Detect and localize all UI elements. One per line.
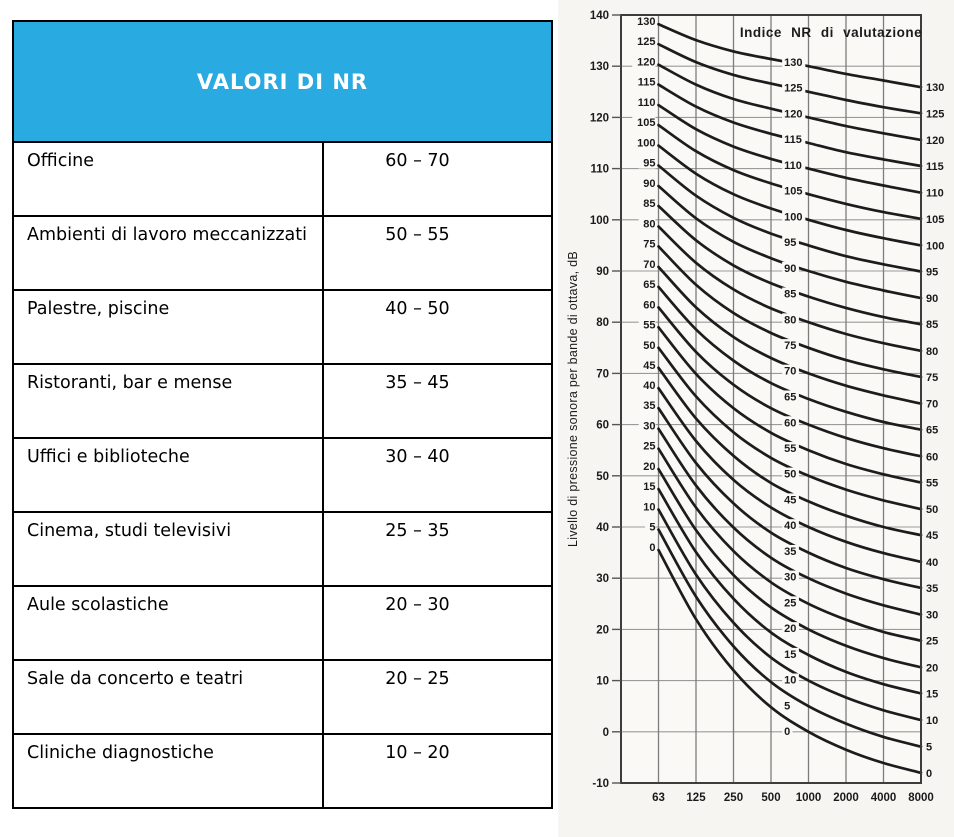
svg-text:80: 80: [926, 345, 939, 358]
svg-text:0: 0: [784, 726, 791, 739]
svg-text:125: 125: [686, 792, 706, 804]
svg-text:105: 105: [926, 213, 945, 226]
svg-text:5: 5: [784, 700, 791, 713]
svg-text:100: 100: [926, 240, 945, 253]
svg-text:70: 70: [643, 258, 656, 271]
svg-text:5: 5: [649, 521, 656, 534]
svg-text:20: 20: [643, 461, 656, 474]
svg-text:50: 50: [643, 339, 656, 352]
svg-text:10: 10: [784, 674, 797, 687]
svg-text:0: 0: [602, 726, 609, 739]
svg-text:50: 50: [596, 470, 609, 483]
nr-values-table: [12, 20, 553, 809]
svg-text:20: 20: [784, 623, 797, 636]
svg-text:30: 30: [784, 571, 797, 584]
svg-text:130: 130: [784, 56, 803, 69]
row-value-cell: 20 – 30: [385, 595, 450, 615]
svg-text:45: 45: [784, 494, 797, 507]
svg-text:70: 70: [926, 398, 939, 411]
svg-text:115: 115: [926, 161, 944, 174]
svg-text:80: 80: [643, 218, 656, 231]
svg-text:110: 110: [637, 97, 656, 110]
svg-text:5: 5: [926, 741, 933, 754]
svg-text:60: 60: [643, 299, 656, 312]
svg-text:63: 63: [652, 792, 665, 804]
svg-text:65: 65: [926, 424, 939, 437]
chart-title-group: [740, 25, 922, 40]
svg-text:55: 55: [784, 443, 797, 456]
svg-text:35: 35: [643, 400, 656, 413]
table-row: [14, 585, 551, 659]
svg-text:125: 125: [637, 36, 656, 49]
svg-text:130: 130: [926, 82, 945, 95]
svg-text:35: 35: [784, 545, 797, 558]
x-axis-labels: [652, 792, 934, 804]
row-value-cell: 40 – 50: [385, 299, 450, 319]
svg-text:105: 105: [637, 117, 656, 130]
table-row: [14, 511, 551, 585]
svg-text:55: 55: [926, 477, 939, 490]
row-label-cell: Palestre, piscine: [14, 291, 324, 363]
svg-text:0: 0: [926, 767, 933, 780]
svg-text:65: 65: [784, 391, 797, 404]
svg-text:60: 60: [784, 417, 797, 430]
row-label-cell: Uffici e biblioteche: [14, 439, 324, 511]
row-label-cell: Officine: [14, 143, 324, 215]
svg-text:120: 120: [589, 112, 609, 125]
row-value-cell: 25 – 35: [385, 521, 450, 541]
svg-text:4000: 4000: [870, 792, 897, 804]
svg-text:85: 85: [643, 197, 656, 210]
svg-text:110: 110: [784, 159, 802, 172]
svg-text:15: 15: [643, 481, 656, 494]
svg-text:130: 130: [637, 16, 656, 29]
svg-text:105: 105: [784, 185, 803, 198]
svg-text:125: 125: [784, 82, 803, 95]
svg-text:500: 500: [761, 792, 781, 804]
row-value-cell: 35 – 45: [385, 373, 450, 393]
svg-text:50: 50: [784, 468, 797, 481]
row-label-cell: Sale da concerto e teatri: [14, 661, 324, 733]
svg-text:10: 10: [926, 715, 939, 728]
svg-text:95: 95: [926, 266, 939, 279]
svg-text:75: 75: [784, 340, 797, 353]
svg-text:250: 250: [723, 792, 744, 804]
svg-text:125: 125: [926, 108, 945, 121]
svg-text:100: 100: [784, 211, 803, 224]
svg-text:30: 30: [643, 420, 656, 433]
svg-text:45: 45: [643, 359, 656, 372]
svg-text:1000: 1000: [795, 792, 822, 804]
svg-text:70: 70: [596, 368, 609, 381]
svg-text:80: 80: [784, 314, 797, 327]
svg-text:55: 55: [643, 319, 656, 332]
svg-text:8000: 8000: [908, 792, 934, 804]
svg-text:90: 90: [643, 178, 656, 191]
svg-text:75: 75: [926, 371, 939, 384]
svg-text:115: 115: [784, 134, 802, 147]
row-value-cell: 20 – 25: [385, 669, 450, 689]
y-axis-title: Livello di pressione sonora per bande di ottava, dB: [566, 250, 580, 548]
row-value-cell: 60 – 70: [385, 151, 450, 171]
svg-text:50: 50: [926, 504, 939, 517]
svg-text:140: 140: [589, 10, 609, 22]
table-title: VALORI DI NR: [14, 22, 551, 141]
svg-text:35: 35: [926, 582, 939, 595]
nr-chart-svg: [558, 0, 954, 837]
svg-text:25: 25: [784, 597, 797, 610]
row-value-cell: 50 – 55: [385, 225, 450, 245]
table-row: [14, 215, 551, 289]
svg-text:10: 10: [643, 501, 656, 514]
svg-text:110: 110: [590, 163, 609, 176]
table-row: [14, 363, 551, 437]
svg-text:115: 115: [637, 76, 656, 89]
svg-text:30: 30: [596, 573, 609, 586]
svg-text:10: 10: [596, 675, 609, 688]
row-label-cell: Cinema, studi televisivi: [14, 513, 324, 585]
svg-text:90: 90: [926, 293, 939, 306]
svg-text:100: 100: [589, 214, 609, 227]
svg-text:120: 120: [784, 108, 803, 121]
row-label-cell: Aule scolastiche: [14, 587, 324, 659]
svg-text:120: 120: [926, 134, 945, 147]
svg-text:100: 100: [637, 137, 656, 150]
svg-text:20: 20: [596, 624, 609, 637]
svg-text:110: 110: [926, 187, 944, 200]
table-row: [14, 659, 551, 733]
row-label-cell: Ambienti di lavoro meccanizzati: [14, 217, 324, 289]
svg-text:0: 0: [649, 542, 656, 555]
svg-text:80: 80: [596, 317, 609, 330]
table-row: [14, 733, 551, 807]
svg-text:40: 40: [926, 556, 939, 569]
svg-text:85: 85: [926, 319, 939, 332]
table-row: [14, 437, 551, 511]
row-label-cell: Cliniche diagnostiche: [14, 735, 324, 807]
svg-text:95: 95: [784, 237, 797, 250]
table-row: [14, 141, 551, 215]
svg-text:40: 40: [596, 522, 609, 534]
svg-text:85: 85: [784, 288, 797, 301]
svg-text:45: 45: [926, 530, 939, 543]
svg-text:60: 60: [926, 451, 939, 464]
row-value-cell: 10 – 20: [385, 743, 450, 763]
table-row: [14, 289, 551, 363]
svg-text:90: 90: [596, 266, 609, 278]
svg-text:130: 130: [589, 61, 609, 74]
y-axis-title-group: [566, 251, 580, 547]
svg-text:25: 25: [926, 635, 939, 648]
svg-text:75: 75: [643, 238, 656, 251]
svg-text:95: 95: [643, 157, 656, 170]
svg-text:40: 40: [643, 380, 656, 393]
row-label-cell: Ristoranti, bar e mense: [14, 365, 324, 437]
svg-text:120: 120: [637, 56, 656, 69]
svg-text:15: 15: [784, 648, 797, 661]
nr-chart-panel: [558, 0, 954, 837]
svg-text:-10: -10: [592, 778, 609, 790]
svg-text:40: 40: [784, 520, 797, 533]
row-value-cell: 30 – 40: [385, 447, 450, 467]
table-body: [14, 141, 551, 807]
svg-text:70: 70: [784, 365, 797, 378]
svg-text:60: 60: [596, 419, 609, 432]
chart-title: Indice NR di valutazione: [739, 25, 923, 40]
svg-text:65: 65: [643, 278, 656, 291]
svg-text:20: 20: [926, 662, 939, 675]
svg-text:2000: 2000: [833, 792, 859, 804]
svg-text:25: 25: [643, 440, 656, 453]
y-axis-labels: [590, 10, 621, 790]
svg-text:30: 30: [926, 609, 939, 622]
svg-text:90: 90: [784, 262, 797, 275]
svg-text:15: 15: [926, 688, 939, 701]
